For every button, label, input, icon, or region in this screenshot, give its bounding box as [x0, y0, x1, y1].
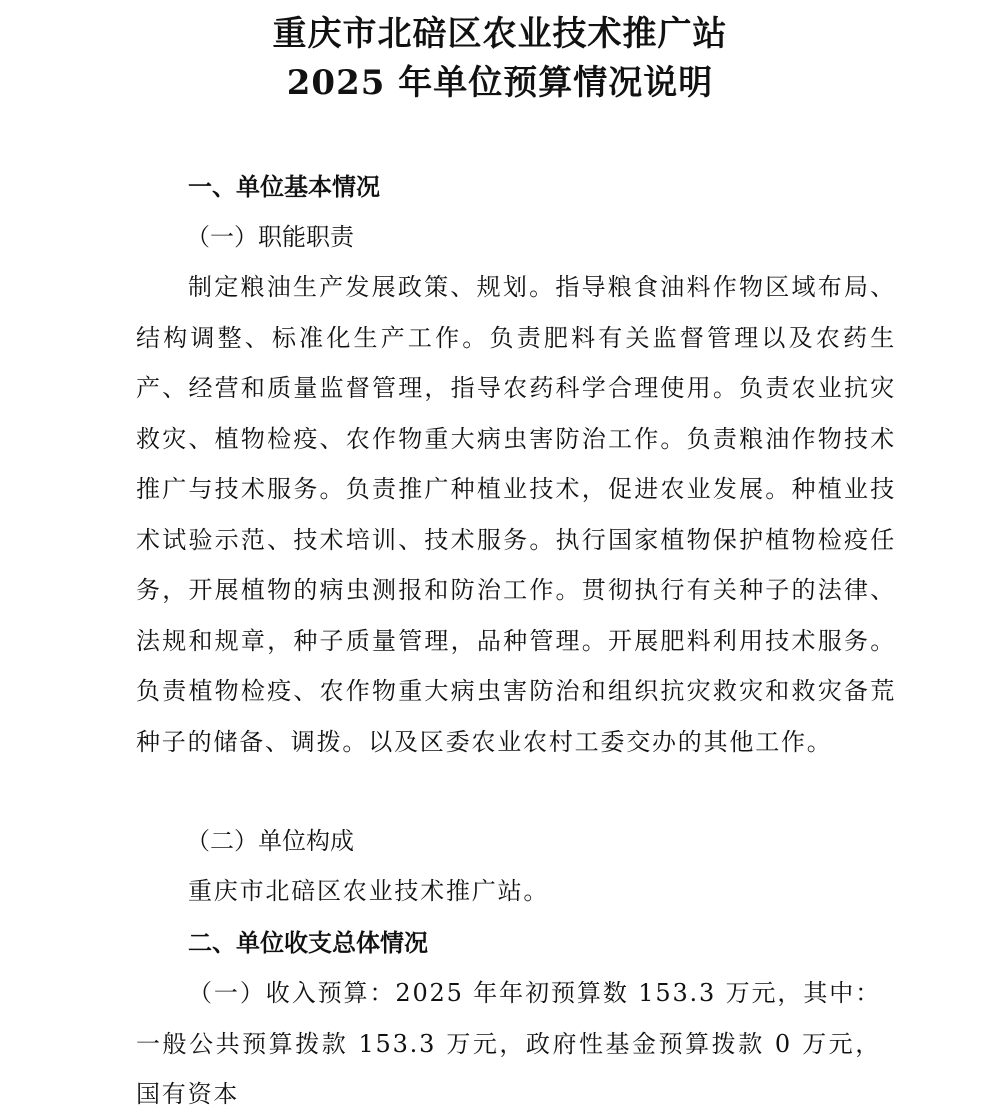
section-2-sub-1-body: （一）收入预算：2025 年年初预算数 153.3 万元，其中：一般公共预算拨款 153.3 万元，政府性基金预算拨款 0 万元，国有资本	[136, 979, 881, 1108]
document-title-line-1: 重庆市北碚区农业技术推广站	[272, 14, 728, 54]
section-1-sub-1-body: 制定粮油生产发展政策、规划。指导粮食油料作物区域布局、结构调整、标准化生产工作。负责肥料有关监督管理以及农药生产、经营和质量监督管理，指导农药科学合理使用。负责农业抗灾救灾、植物检疫、农作物重大病虫害防治工作。负责粮油作物技术推广与技术服务。负责推广种植业技术，促进农业发展。种植业技术试验示范、技术培训、技术服务。执行国家植物保护植物检疫任务，开展植物的病虫测报和防治工作。贯彻执行有关种子的法律、法规和规章，种子质量管理，品种管理。开展肥料利用技术服务。负责植物检疫、农作物重大病虫害防治和组织抗灾救灾和救灾备荒种子的储备、调拨。以及区委农业农村工委交办的其他工作。	[136, 273, 896, 756]
document-title-line-2: 2025 年单位预算情况说明	[286, 63, 714, 103]
section-1-sub-2-body: 重庆市北碚区农业技术推广站。	[188, 877, 550, 905]
section-1-heading: 一、单位基本情况	[188, 172, 380, 201]
section-1-sub-1-heading: （一）职能职责	[186, 223, 354, 251]
section-1-sub-2-heading: （二）单位构成	[186, 827, 354, 855]
section-2-heading: 二、单位收支总体情况	[188, 928, 428, 957]
